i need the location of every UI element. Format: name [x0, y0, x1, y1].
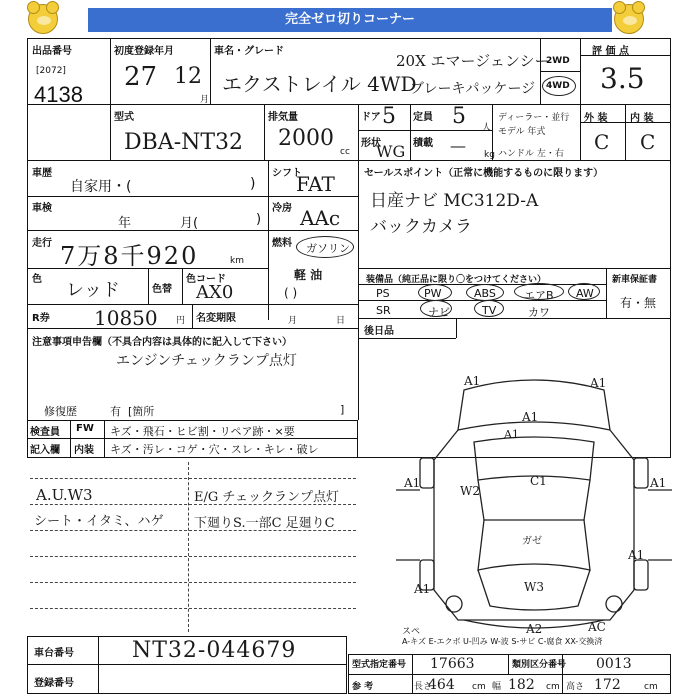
- chassis-label: 車台番号: [34, 648, 74, 659]
- shape-label: 形状: [361, 138, 381, 149]
- mark-a1-hood: A1: [522, 410, 539, 424]
- equip-pw: PW: [424, 287, 442, 300]
- mileage-unit: km: [230, 256, 244, 266]
- drive-4wd: 4WD: [546, 81, 570, 91]
- displacement-value: 2000: [278, 126, 334, 151]
- remark-left-1: A.U.W3: [36, 486, 93, 504]
- doors-label: ドア: [361, 112, 381, 123]
- model-no-value: 17663: [430, 656, 475, 672]
- mark-a1-front-left: A1: [464, 374, 481, 388]
- load-label: 積載: [413, 138, 433, 149]
- class-no-value: 0013: [596, 656, 632, 672]
- fuel-paren: ( ): [284, 286, 298, 300]
- inspection-year: 年: [118, 216, 132, 231]
- mark-w2-left: W2: [460, 484, 480, 498]
- remark-right-2: 下廻りS.一部C 足廻りC: [194, 516, 335, 531]
- first-reg-month: 12: [174, 64, 202, 89]
- equipment-label: 装備品（純正品に限り〇をつけてください）: [366, 275, 547, 285]
- score-ext-label: 外 装: [584, 113, 608, 124]
- inspection-month: 月(: [180, 216, 199, 231]
- load-unit: kg: [484, 150, 495, 160]
- fuel-label: 燃料: [272, 238, 292, 249]
- model-year-label: モデル 年式: [498, 127, 546, 137]
- repair-end: ]: [340, 403, 345, 416]
- mark-a1-rear-left: A1: [414, 582, 431, 596]
- history-label: 車歴: [32, 168, 52, 179]
- height-label: 高さ: [566, 682, 585, 692]
- interior-label: 内装: [74, 445, 94, 456]
- recycle-unit: 円: [176, 316, 186, 326]
- score-int-label: 内 装: [630, 113, 654, 124]
- sales-point-2: バックカメラ: [370, 217, 472, 237]
- navi-circle: [420, 300, 452, 317]
- load-value: —: [450, 136, 466, 155]
- repair-label: 修復歴: [44, 405, 77, 418]
- notes-text: エンジンチェックランプ点灯: [116, 353, 297, 369]
- name-change-month: 月: [288, 316, 298, 326]
- fuel-gas: ガソリン: [306, 242, 350, 255]
- fw-label: FW: [76, 423, 94, 434]
- fw-items: キズ・飛石・ヒビ割・リペア跡・×要: [110, 425, 295, 438]
- mark-glass: ガゼ: [522, 536, 542, 547]
- abs-circle: [466, 284, 504, 301]
- score-label: 評 価 点: [592, 46, 629, 57]
- mark-a1-front-right: A1: [590, 376, 607, 390]
- displacement-label: 排気量: [268, 112, 298, 123]
- reg-no-label: 登録番号: [34, 678, 74, 689]
- mark-a1-left-door: A1: [404, 476, 421, 490]
- width-label: 幅: [492, 682, 502, 692]
- legend-text: A-キズ E-エクボ U-凹み W-波 S-サビ C-腐食 XX-交換済: [402, 637, 603, 646]
- history-value: 自家用・(: [70, 179, 132, 195]
- doors-value: 5: [382, 104, 396, 129]
- mark-a1-fender: A1: [504, 428, 519, 441]
- recycle-value: 10850: [94, 306, 158, 330]
- lot-number: 4138: [34, 82, 83, 107]
- tv-circle: [474, 300, 504, 317]
- shift-value: FAT: [296, 172, 335, 196]
- score-value: 3.5: [600, 62, 645, 95]
- equip-ps: PS: [376, 287, 390, 300]
- mark-a1-rear-right: A1: [628, 548, 645, 562]
- capacity-label: 定員: [413, 112, 433, 123]
- lot-small: [2072]: [36, 66, 66, 76]
- color-code-label: 色コード: [186, 274, 226, 285]
- capacity-value: 5: [452, 104, 466, 129]
- model-label: 型式: [114, 112, 134, 123]
- warranty-value: 有・無: [620, 296, 657, 310]
- equip-tv: TV: [482, 304, 497, 317]
- mileage-label: 走行: [32, 238, 52, 249]
- equip-leather: カワ: [528, 306, 550, 319]
- shift-label: シフト: [272, 168, 302, 179]
- remark-left-2: シート・イタミ、ハゲ: [34, 514, 164, 529]
- pw-circle: [418, 284, 452, 301]
- page-banner: 完全ゼロ切りコーナー: [88, 8, 612, 32]
- width-unit: cm: [546, 682, 560, 692]
- mark-a1-right-door: A1: [650, 476, 667, 490]
- repair-place: [箇所: [128, 405, 155, 418]
- recycle-label: R券: [32, 313, 50, 324]
- name-change-day: 日: [336, 316, 346, 326]
- first-reg-label: 初度登録年月: [114, 46, 174, 57]
- class-no-label: 類別区分番号: [512, 660, 567, 670]
- warranty-label: 新車保証書: [612, 275, 658, 285]
- score-int: C: [640, 130, 656, 154]
- rear-items-label: 後日品: [364, 326, 394, 337]
- equip-navi: ナビ: [428, 306, 450, 319]
- height-value: 172: [594, 677, 621, 693]
- handle-label: ハンドル 左・右: [498, 149, 564, 159]
- mascot-bear-icon-left: [28, 4, 58, 34]
- first-reg-year: 27: [124, 62, 158, 92]
- equip-aw: AW: [576, 287, 594, 300]
- car-name-label: 車名・グレード: [214, 46, 284, 57]
- spare-label: スペ: [402, 627, 421, 637]
- aw-circle: [568, 283, 600, 300]
- car-grade-1: 20X エマージェンシー: [396, 52, 550, 70]
- remark-right-1: E/G チェックランプ点灯: [194, 490, 339, 505]
- height-unit: cm: [644, 682, 658, 692]
- model-no-label: 型式指定番号: [352, 660, 407, 670]
- color-code: AX0: [196, 282, 234, 303]
- shape-value: WG: [376, 142, 406, 161]
- color-value: レッド: [66, 280, 120, 301]
- model-value: DBA-NT32: [124, 130, 244, 155]
- fuel-diesel: 軽 油: [294, 268, 323, 282]
- capacity-unit: 人: [482, 123, 492, 133]
- color-tone-label: 色替: [152, 284, 172, 295]
- length-unit: cm: [472, 682, 486, 692]
- ac-label: 冷房: [272, 203, 292, 214]
- ac-value: AAc: [300, 206, 341, 230]
- car-name: エクストレイル 4WD: [222, 72, 417, 96]
- drive-2wd: 2WD: [546, 56, 570, 66]
- displacement-unit: cc: [340, 147, 350, 157]
- interior-items: キズ・汚レ・コゲ・穴・スレ・キレ・破レ: [110, 443, 319, 456]
- reference-label: 参 考: [352, 682, 374, 692]
- inspection-label: 車検: [32, 203, 52, 214]
- chassis-value: NT32-044679: [132, 638, 297, 663]
- notes-label: 注意事項申告欄（不具合内容は具体的に記入して下さい）: [32, 337, 292, 348]
- mark-a2-bumper: A2: [526, 622, 543, 636]
- mascot-bear-icon-right: [614, 4, 644, 34]
- car-grade-2: ブレーキパッケージ: [410, 81, 536, 97]
- entry-label: 記入欄: [30, 445, 60, 456]
- sales-point-1: 日産ナビ MC312D-A: [370, 191, 539, 211]
- length-label: 長さ: [414, 682, 433, 692]
- repair-value: 有: [110, 405, 121, 418]
- lot-label: 出品番号: [32, 46, 72, 57]
- name-change-label: 名変期限: [196, 313, 236, 324]
- length-value: 464: [428, 677, 455, 693]
- mark-w3-trunk: W3: [524, 580, 544, 594]
- sales-label: セールスポイント（正常に機能するものに限ります）: [364, 168, 604, 179]
- inspector-label: 検査員: [30, 427, 60, 438]
- width-value: 182: [508, 677, 535, 693]
- equip-abs: ABS: [474, 287, 496, 300]
- mileage-value: 7万8千920: [60, 242, 199, 270]
- equip-sr: SR: [376, 304, 391, 317]
- first-reg-unit: 月: [200, 95, 210, 105]
- mark-ac-bumper: AC: [588, 620, 606, 634]
- dealer-label: ディーラー・並行: [498, 113, 570, 123]
- airbag-circle: [514, 283, 564, 300]
- inspection-day: ): [256, 212, 262, 227]
- score-ext: C: [594, 130, 610, 154]
- mark-c1-roof: C1: [530, 474, 547, 488]
- color-label: 色: [32, 274, 42, 285]
- equip-airbag: エアB: [524, 289, 554, 302]
